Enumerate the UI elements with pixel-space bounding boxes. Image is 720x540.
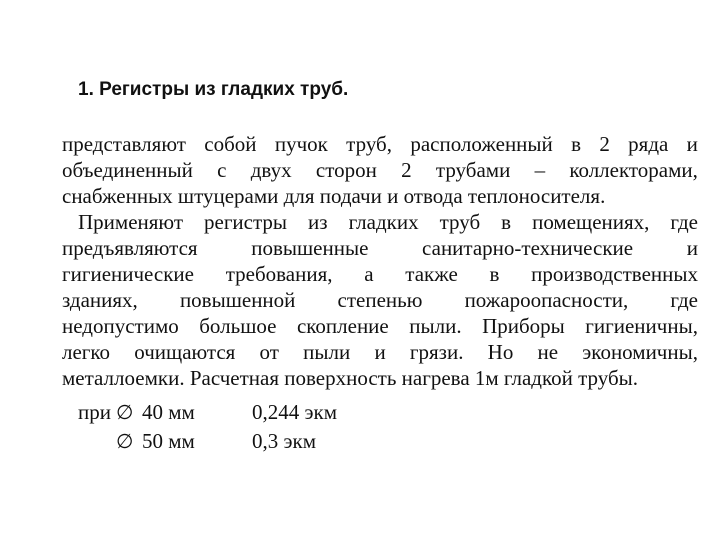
word: пожароопасности, xyxy=(464,288,629,312)
word: грязи. xyxy=(409,340,464,364)
pipe-size-50: 50 мм xyxy=(142,429,195,453)
word: расположенный xyxy=(410,132,553,156)
text-line-6 xyxy=(62,262,698,286)
word: Приборы xyxy=(482,314,565,338)
word: трубами xyxy=(435,158,511,182)
word: труб xyxy=(439,210,481,234)
word: регистры xyxy=(204,210,288,234)
word: коллекторами, xyxy=(569,158,698,182)
word: экономичны, xyxy=(582,340,698,364)
word: степенью xyxy=(337,288,423,312)
word: и xyxy=(686,132,698,156)
word: санитарно-технические xyxy=(422,236,634,260)
word: – xyxy=(534,158,546,182)
word: двух xyxy=(250,158,292,182)
word: большое xyxy=(199,314,277,338)
word: предъявляются xyxy=(62,236,198,260)
word: а xyxy=(364,262,374,286)
word: гигиенические xyxy=(62,262,194,286)
word: зданиях, xyxy=(62,288,138,312)
word: легко xyxy=(62,340,111,364)
word: помещениях, xyxy=(532,210,650,234)
text-line-10: металлоемки. Расчетная поверхность нагрева 1м гладкой трубы. xyxy=(62,366,639,390)
text-line-9 xyxy=(62,340,698,364)
word: от xyxy=(259,340,279,364)
formula-prefix: при xyxy=(78,400,111,424)
word: сторон xyxy=(315,158,377,182)
word: собой xyxy=(204,132,257,156)
word: Но xyxy=(487,340,514,364)
word: пыли xyxy=(303,340,351,364)
section-heading: 1. Регистры из гладких труб. xyxy=(78,79,349,100)
word: 2 xyxy=(401,158,412,182)
word: производственных xyxy=(531,262,698,286)
word: где xyxy=(670,288,698,312)
word: повышенные xyxy=(251,236,369,260)
text-line-8 xyxy=(62,314,698,338)
word: пучок xyxy=(274,132,328,156)
word: Применяют xyxy=(78,210,183,234)
word: и xyxy=(686,236,698,260)
word: и xyxy=(374,340,386,364)
word: труб, xyxy=(346,132,392,156)
word: из xyxy=(308,210,328,234)
word: гигиеничны, xyxy=(585,314,698,338)
word: недопустимо xyxy=(62,314,179,338)
word: скопление xyxy=(296,314,389,338)
text-line-3: снабженных штуцерами для подачи и отвода теплоносителя. xyxy=(62,184,606,208)
word: очищаются xyxy=(134,340,236,364)
word: с xyxy=(217,158,227,182)
word: повышенной xyxy=(179,288,296,312)
word: в xyxy=(489,262,500,286)
word: представляют xyxy=(62,132,186,156)
text-line-2 xyxy=(62,158,698,182)
text-line-5 xyxy=(62,236,698,260)
word: в xyxy=(571,132,582,156)
text-line-1 xyxy=(62,132,698,156)
text-line-4 xyxy=(78,210,698,234)
heat-surface-40: 0,244 экм xyxy=(252,400,338,424)
word: в xyxy=(501,210,512,234)
word: ряда xyxy=(628,132,669,156)
word: пыли. xyxy=(409,314,462,338)
word: где xyxy=(670,210,698,234)
word: 2 xyxy=(599,132,610,156)
diameter-icon: ∅ xyxy=(116,429,134,453)
word: требования, xyxy=(225,262,333,286)
word: не xyxy=(537,340,559,364)
pipe-size-40: 40 мм xyxy=(142,400,195,424)
word: объединенный xyxy=(62,158,193,182)
word: также xyxy=(405,262,458,286)
diameter-icon: ∅ xyxy=(116,400,134,424)
word: гладких xyxy=(348,210,419,234)
heat-surface-50: 0,3 экм xyxy=(252,429,317,453)
text-line-7 xyxy=(62,288,698,312)
